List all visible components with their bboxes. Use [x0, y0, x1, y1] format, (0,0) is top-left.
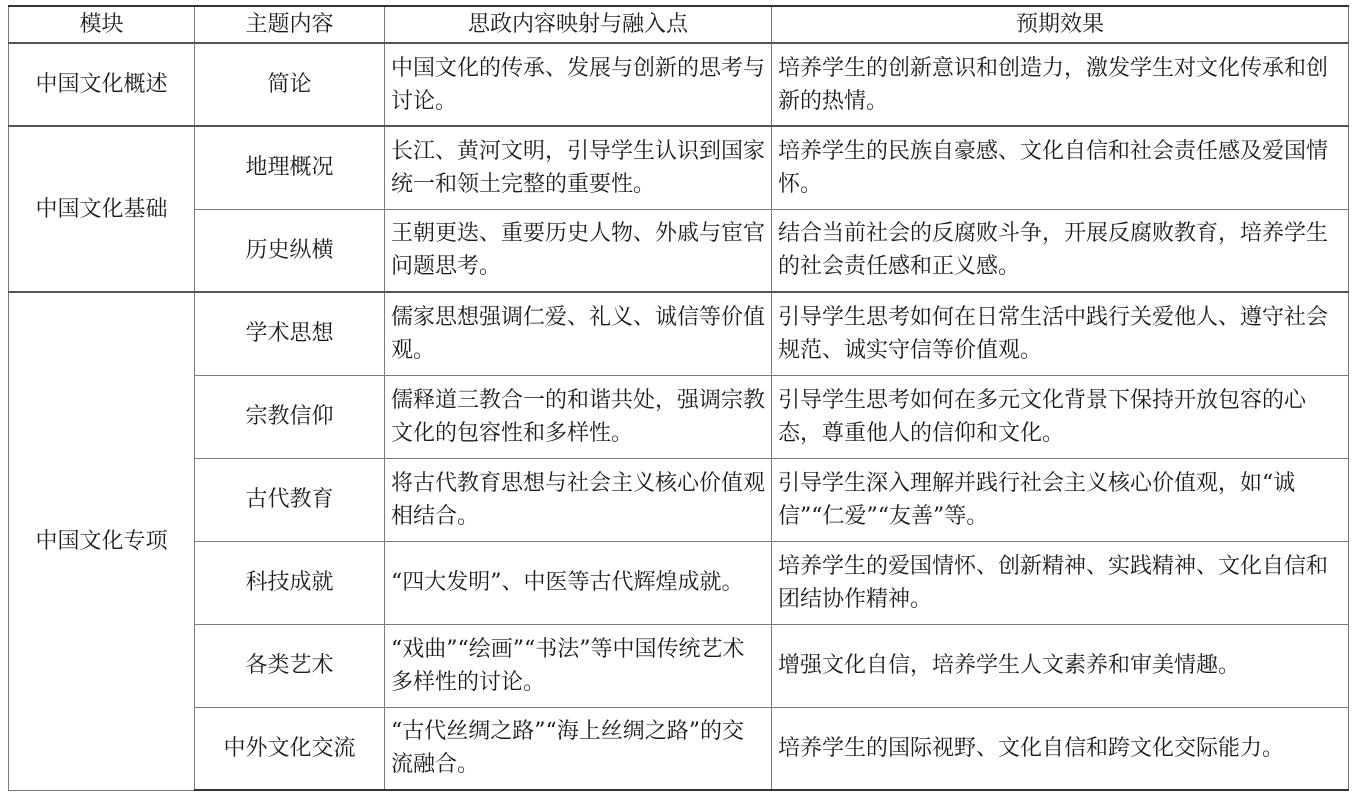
header-effect: 预期效果: [772, 6, 1349, 43]
topic-cell: 古代教育: [195, 458, 385, 541]
table-body: [9, 43, 1349, 790]
topic-cell: 简论: [195, 43, 385, 126]
topic-cell: 科技成就: [195, 541, 385, 624]
table-row: [9, 126, 1349, 209]
table-row: [9, 209, 1349, 292]
topic-cell: 中外文化交流: [195, 707, 385, 790]
curriculum-table: [8, 5, 1349, 791]
effect-cell: 增强文化自信，培养学生人文素养和审美情趣。: [772, 624, 1349, 707]
table-row: [9, 292, 1349, 375]
effect-cell: 培养学生的民族自豪感、文化自信和社会责任感及爱国情怀。: [772, 126, 1349, 209]
header-topic: 主题内容: [195, 6, 385, 43]
effect-cell: 培养学生的创新意识和创造力，激发学生对文化传承和创新的热情。: [772, 43, 1349, 126]
effect-cell: 引导学生思考如何在多元文化背景下保持开放包容的心态，尊重他人的信仰和文化。: [772, 375, 1349, 458]
effect-cell: 结合当前社会的反腐败斗争，开展反腐败教育，培养学生的社会责任感和正义感。: [772, 209, 1349, 292]
points-cell: 长江、黄河文明，引导学生认识到国家统一和领土完整的重要性。: [385, 126, 772, 209]
module-cell: 中国文化专项: [9, 292, 195, 790]
effect-cell: 培养学生的爱国情怀、创新精神、实践精神、文化自信和团结协作精神。: [772, 541, 1349, 624]
effect-cell: 引导学生深入理解并践行社会主义核心价值观，如“诚信”“仁爱”“友善”等。: [772, 458, 1349, 541]
header-row: [9, 6, 1349, 43]
points-cell: “四大发明”、中医等古代辉煌成就。: [385, 541, 772, 624]
table-header: [9, 6, 1349, 43]
table-row: [9, 43, 1349, 126]
points-cell: 王朝更迭、重要历史人物、外戚与宦官问题思考。: [385, 209, 772, 292]
points-cell: 儒家思想强调仁爱、礼义、诚信等价值观。: [385, 292, 772, 375]
module-cell: 中国文化概述: [9, 43, 195, 126]
points-cell: “戏曲”“绘画”“书法”等中国传统艺术多样性的讨论。: [385, 624, 772, 707]
effect-cell: 引导学生思考如何在日常生活中践行关爱他人、遵守社会规范、诚实守信等价值观。: [772, 292, 1349, 375]
topic-cell: 历史纵横: [195, 209, 385, 292]
points-cell: “古代丝绸之路”“海上丝绸之路”的交流融合。: [385, 707, 772, 790]
table-row: [9, 541, 1349, 624]
topic-cell: 各类艺术: [195, 624, 385, 707]
effect-cell: 培养学生的国际视野、文化自信和跨文化交际能力。: [772, 707, 1349, 790]
header-module: 模块: [9, 6, 195, 43]
table-row: [9, 707, 1349, 790]
points-cell: 儒释道三教合一的和谐共处，强调宗教文化的包容性和多样性。: [385, 375, 772, 458]
points-cell: 中国文化的传承、发展与创新的思考与讨论。: [385, 43, 772, 126]
topic-cell: 宗教信仰: [195, 375, 385, 458]
table-row: [9, 375, 1349, 458]
table-row: [9, 624, 1349, 707]
module-cell: 中国文化基础: [9, 126, 195, 292]
topic-cell: 学术思想: [195, 292, 385, 375]
topic-cell: 地理概况: [195, 126, 385, 209]
header-points: 思政内容映射与融入点: [385, 6, 772, 43]
points-cell: 将古代教育思想与社会主义核心价值观相结合。: [385, 458, 772, 541]
table-row: [9, 458, 1349, 541]
